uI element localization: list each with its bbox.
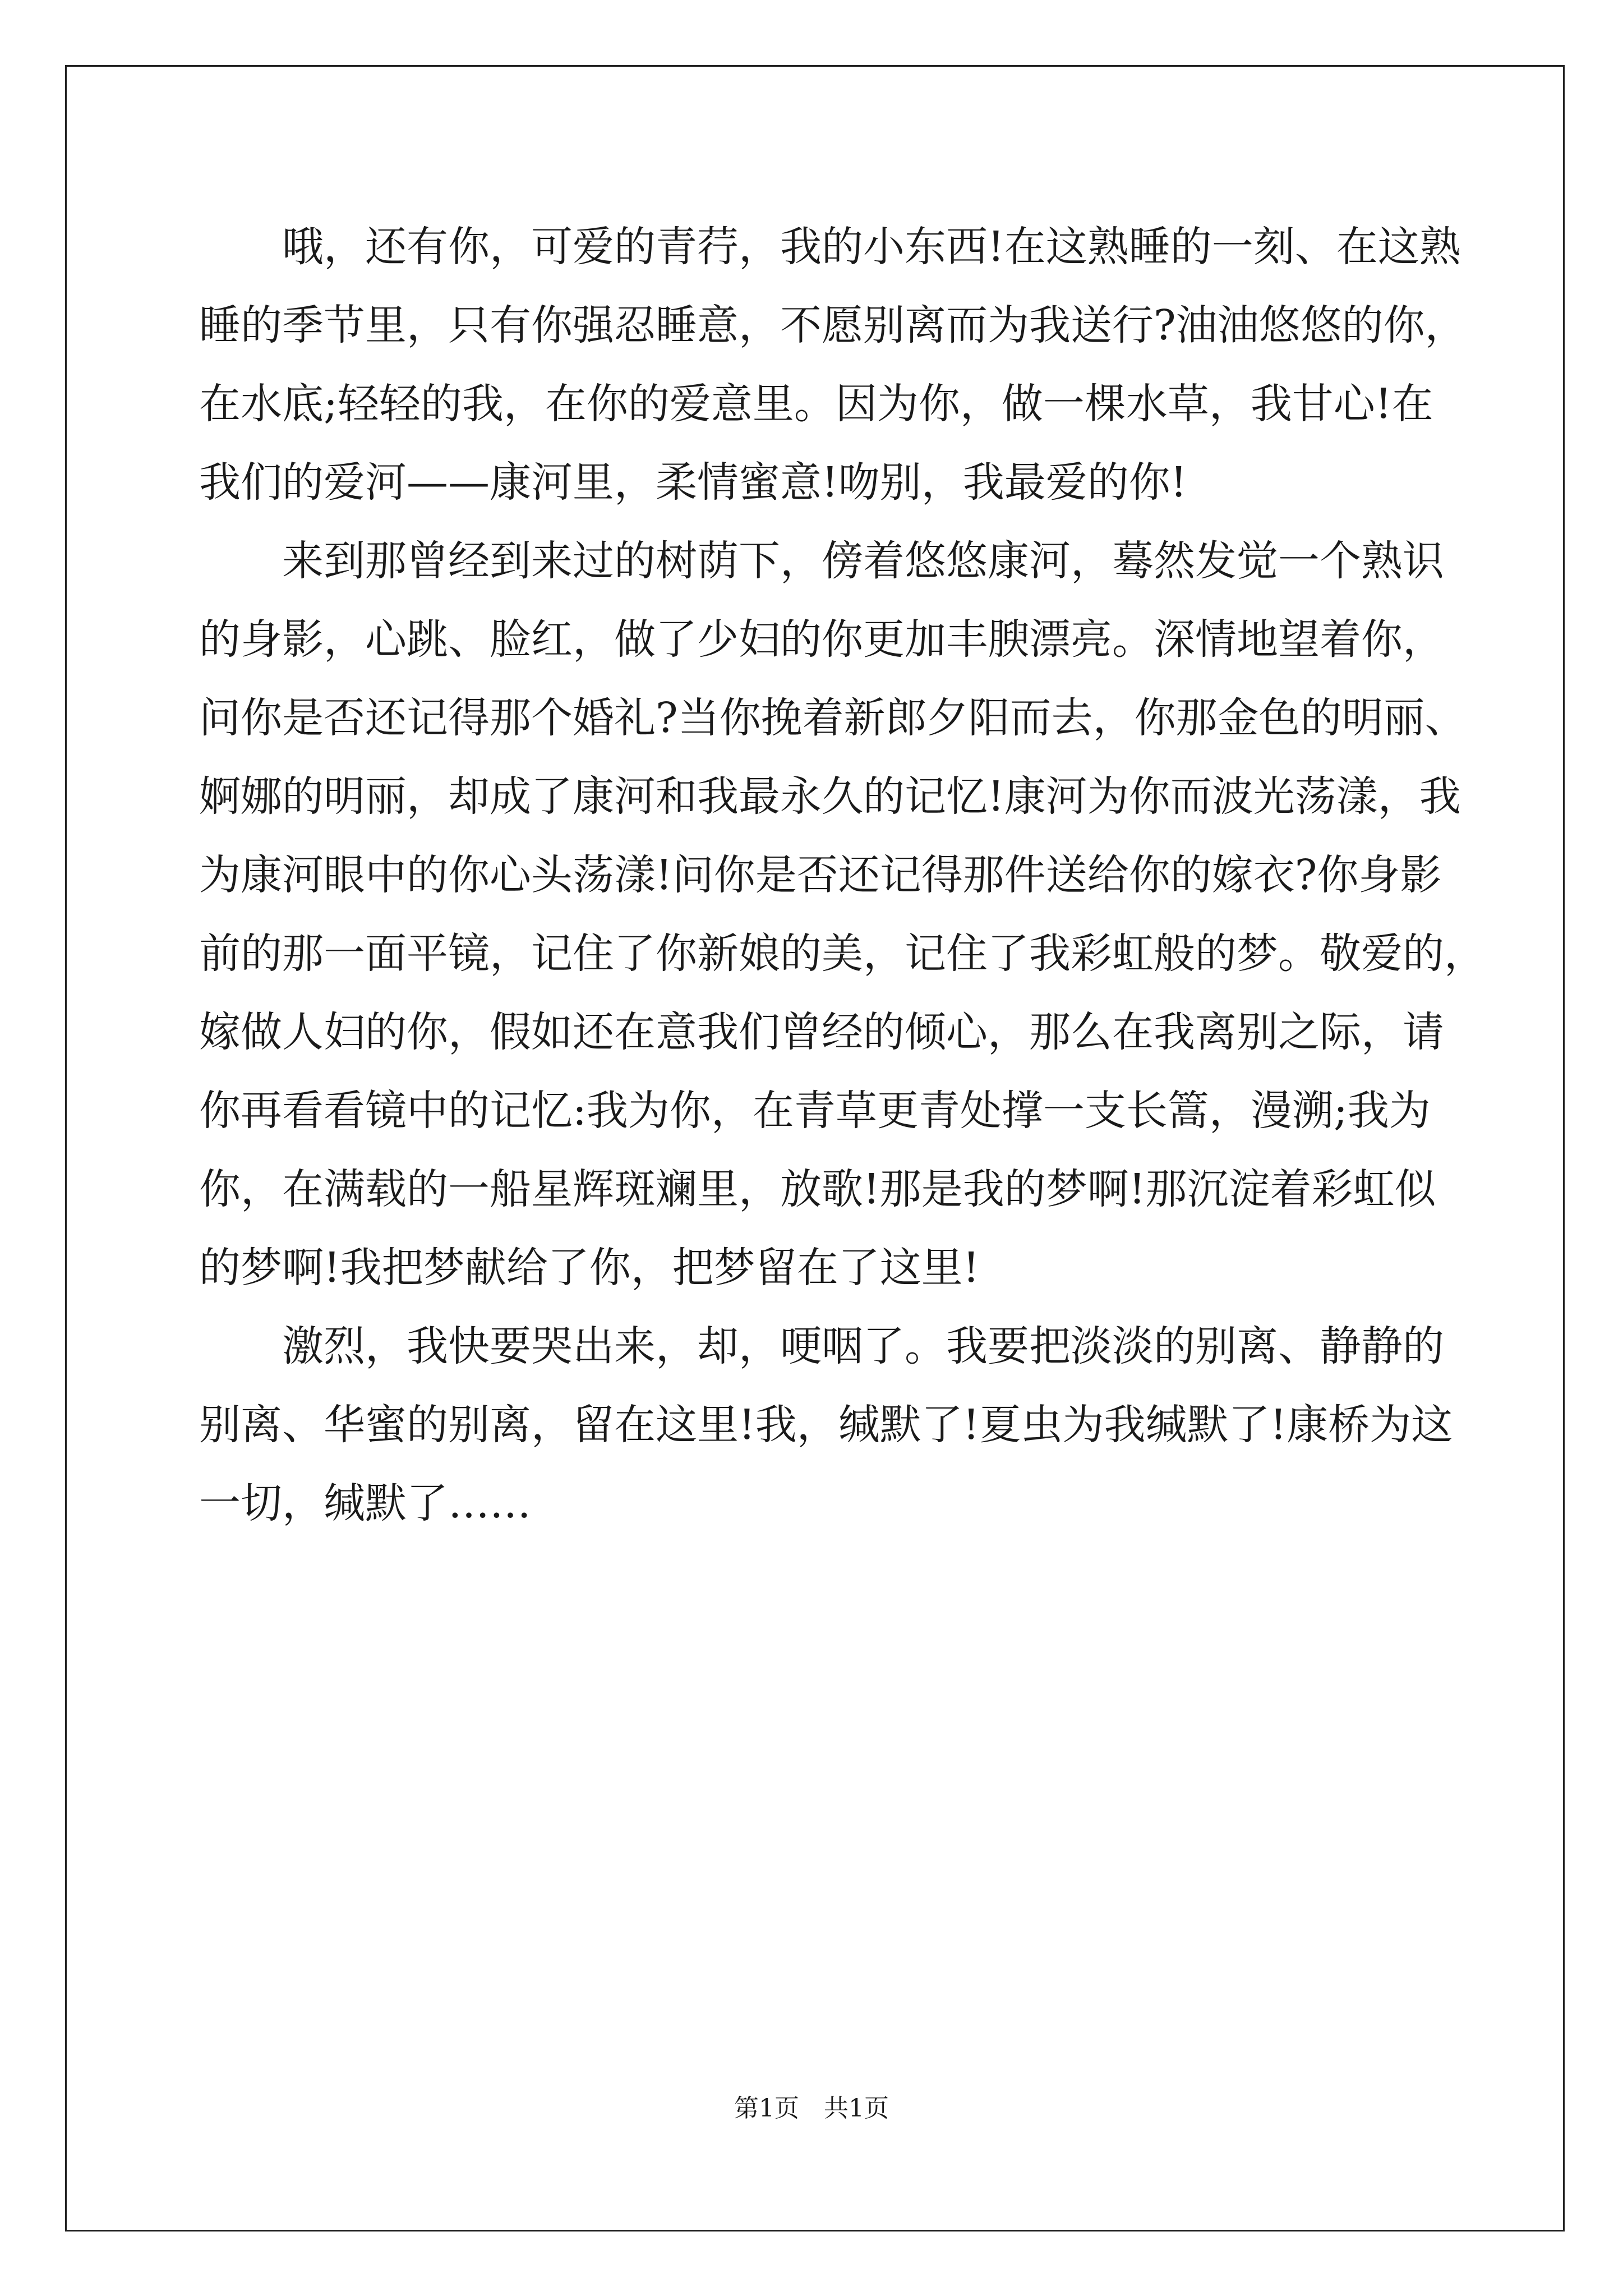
text-line: 在水底;轻轻的我，在你的爱意里。因为你，做一棵水草，我甘心!在 [199,380,1433,428]
text-line: 哦，还有你，可爱的青荇，我的小东西!在这熟睡的一刻、在这熟 [199,223,1461,271]
text-line: 我们的爱河——康河里，柔情蜜意!吻别，我最爱的你! [199,458,1187,507]
text-line: 激烈，我快要哭出来，却，哽咽了。我要把淡淡的别离、静静的 [199,1322,1444,1370]
text-line: 来到那曾经到来过的树荫下，傍着悠悠康河，蓦然发觉一个熟识 [199,537,1444,585]
text-line: 问你是否还记得那个婚礼?当你挽着新郎夕阳而去，你那金色的明丽、 [199,694,1467,742]
text-line: 嫁做人妇的你，假如还在意我们曾经的倾心，那么在我离别之际，请 [199,1008,1444,1056]
text-line: 别离、华蜜的别离，留在这里!我，缄默了!夏虫为我缄默了!康桥为这 [199,1401,1453,1449]
page-number-footer: 第1页 共1页 [734,2094,889,2123]
text-line: 你再看看镜中的记忆:我为你，在青草更青处撑一支长篙，漫溯;我为 [199,1087,1431,1135]
text-line: 的身影，心跳、脸红，做了少妇的你更加丰腴漂亮。深情地望着你， [199,615,1444,664]
text-line: 睡的季节里，只有你强忍睡意，不愿别离而为我送行?油油悠悠的你， [199,301,1467,349]
text-line: 一切，缄默了…… [199,1479,531,1527]
text-line: 前的那一面平镜，记住了你新娘的美，记住了我彩虹般的梦。敬爱的， [199,930,1486,978]
text-line: 为康河眼中的你心头荡漾!问你是否还记得那件送给你的嫁衣?你身影 [199,851,1442,899]
text-line: 的梦啊!我把梦献给了你，把梦留在了这里! [199,1244,980,1292]
text-line: 婀娜的明丽，却成了康河和我最永久的记忆!康河为你而波光荡漾，我 [199,772,1461,821]
text-line: 你，在满载的一船星辉斑斓里，放歌!那是我的梦啊!那沉淀着彩虹似 [199,1165,1436,1213]
